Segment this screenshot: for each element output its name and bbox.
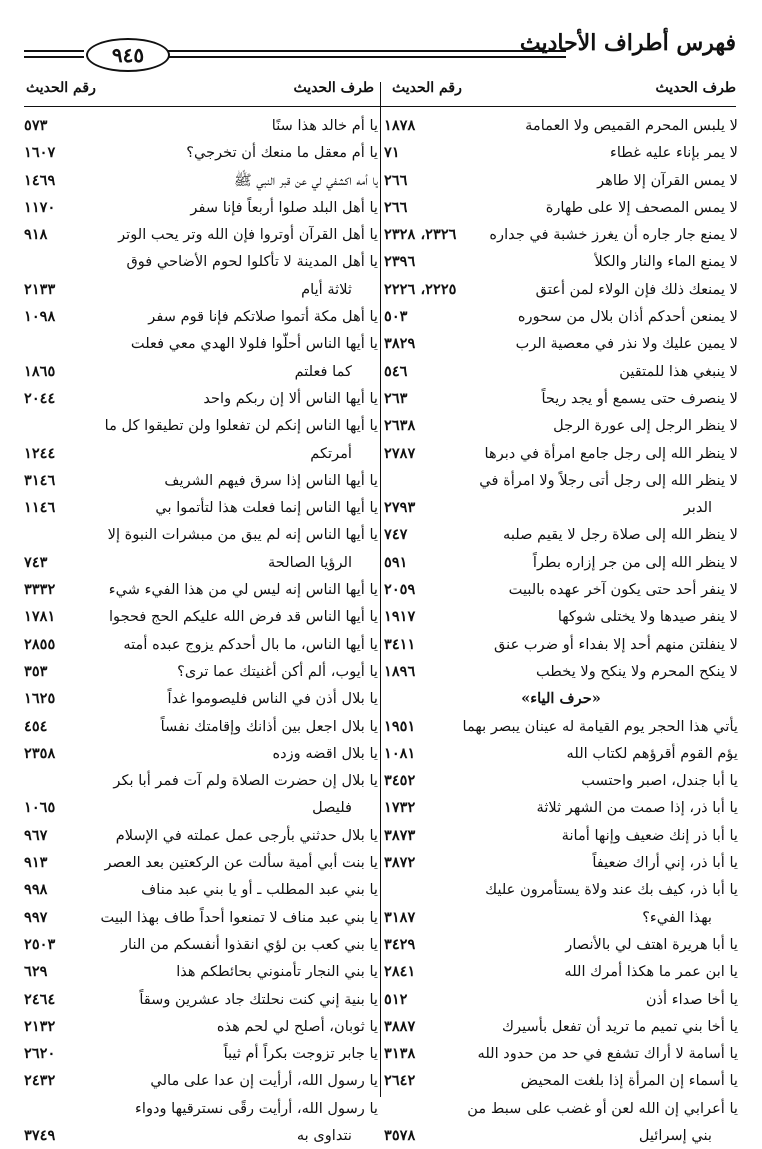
entry-number: ٣٤٥٢ (384, 772, 416, 790)
header-rule-right-2 (168, 56, 566, 58)
index-entry (24, 167, 378, 194)
entry-number: ٣٨٢٩ (384, 335, 416, 353)
running-title: فهرس أطراف الأحاديث (519, 30, 736, 56)
entry-number: ١٦٢٥ (24, 690, 56, 708)
index-entry (384, 467, 738, 494)
entry-number: ٩١٣ (24, 854, 48, 872)
index-entry (384, 740, 738, 767)
entry-number: ١٠٨١ (384, 744, 416, 762)
entry-number: ٩٩٨ (24, 881, 48, 899)
entry-text: لا ينفلتن منهم أحد إلا بفداء أو ضرب عنق (494, 635, 738, 653)
entry-text: يا رسول الله، أرأيت رقًى نسترقيها ودواء (135, 1099, 378, 1117)
right-col-number-heading: رقم الحديث (392, 80, 462, 96)
entry-number: ١٨٩٦ (384, 662, 416, 680)
index-entry (24, 521, 378, 548)
entry-number: ١١٧٠ (24, 198, 56, 216)
entry-number: ٣٣٣٢ (24, 581, 56, 599)
index-entry (384, 958, 738, 985)
entry-text: لا يمنعك ذلك فإن الولاء لمن أعتق (535, 280, 738, 298)
left-col-number-heading: رقم الحديث (26, 80, 96, 96)
index-entry (384, 549, 738, 576)
index-entry (24, 713, 378, 740)
left-col-text-heading: طرف الحديث (293, 80, 374, 96)
entry-text: يا أبا هريرة اهتف لي بالأنصار (565, 935, 738, 953)
index-entry (24, 603, 378, 630)
entry-text: لا يمر بإناء عليه غطاء (610, 144, 738, 162)
entry-number: ٢٢٢٥، ٢٢٢٦ (384, 280, 457, 298)
entry-text: يا أم خالد هذا سنًا (271, 117, 378, 134)
left-column (24, 112, 378, 1149)
index-entry (384, 440, 738, 467)
index-entry (24, 958, 378, 985)
index-entry (24, 194, 378, 221)
entry-text: يا أيها الناس إنما فعلت هذا لتأتموا بي (155, 499, 378, 517)
index-entry (24, 221, 378, 248)
right-column (384, 112, 738, 1149)
entry-number: ٢٧٨٧ (384, 444, 416, 462)
entry-text: يا بلال إن حضرت الصلاة ولم آت فمر أبا بكر (113, 772, 378, 790)
entry-number: ٧٤٧ (384, 526, 408, 544)
entry-text: يا أخا بني تميم ما تريد أن تفعل بأسيرك (501, 1017, 738, 1035)
entry-number: ٢٠٤٤ (24, 389, 56, 407)
index-entry (24, 740, 378, 767)
index-entry (384, 276, 738, 303)
index-entry (384, 385, 738, 412)
index-entry (24, 658, 378, 685)
entry-text: لا يمنع جار جاره أن يغرز خشبة في جداره (489, 226, 738, 244)
entry-text: يا بني عبد المطلب ـ أو يا بني عبد مناف (141, 881, 378, 899)
index-entry (384, 849, 738, 876)
entry-number: ٩٦٧ (24, 826, 48, 844)
entry-number: ٥٧٣ (24, 117, 48, 134)
entry-number: ٢٣٥٨ (24, 744, 56, 762)
entry-text: «حرف الياء» (521, 690, 601, 708)
index-entry (24, 685, 378, 712)
index-entry (384, 713, 738, 740)
entry-number: ٥٩١ (384, 553, 408, 571)
index-entry (24, 904, 378, 931)
entry-number: ٣٨٧٢ (384, 854, 416, 872)
entry-text: يا رسول الله، أرأيت إن عدا على مالي (150, 1072, 378, 1090)
entry-number: ٣٤٢٩ (384, 935, 416, 953)
index-entry (384, 412, 738, 439)
index-entry (24, 385, 378, 412)
entry-text: يا بلال اقضه وزده (272, 744, 378, 762)
entry-text: الرؤيا الصالحة (267, 553, 352, 571)
entry-number: ٩٩٧ (24, 908, 48, 926)
entry-number: ٢٦٣٨ (384, 417, 416, 435)
index-entry (24, 767, 378, 794)
entry-text: يا أسامة لا أراك تشفع في حد من حدود الله (477, 1045, 738, 1063)
index-entry (24, 248, 378, 275)
entry-number: ٢٥٠٣ (24, 935, 56, 953)
entry-number: ٦٢٩ (24, 963, 48, 981)
index-entry (384, 931, 738, 958)
entry-number: ٣٤١١ (384, 635, 416, 653)
entry-text: يا ثوبان، أصلح لي لحم هذه (216, 1017, 378, 1035)
entry-text: يا ابن عمر ما هكذا أمرك الله (564, 963, 738, 981)
entry-number: ٢٦٦ (384, 171, 408, 189)
entry-number: ٣٧٤٩ (24, 1126, 56, 1144)
entry-text: لا ينظر الله إلى صلاة رجل لا يقيم صلبه (503, 526, 738, 544)
entry-number: ٥١٢ (384, 990, 408, 1008)
index-entry (24, 1122, 378, 1149)
entry-number: ١٤٦٩ (24, 171, 56, 189)
index-entry (384, 1122, 738, 1149)
index-entry (384, 822, 738, 849)
entry-number: ١٧٨١ (24, 608, 56, 626)
entry-number: ٢١٣٣ (24, 280, 56, 298)
entry-number: ١٠٩٨ (24, 308, 56, 326)
index-entry (384, 330, 738, 357)
entry-text: يا جابر تزوجت بكراً أم ثيباً (223, 1045, 378, 1063)
entry-number: ٣١٤٦ (24, 471, 56, 489)
index-entry (24, 112, 378, 139)
entry-text: فليصل (312, 799, 352, 817)
entry-number: ٩١٨ (24, 226, 48, 244)
index-entry (24, 276, 378, 303)
index-entry (24, 494, 378, 521)
entry-number: ١٠٦٥ (24, 799, 56, 817)
entry-number: ١٢٤٤ (24, 444, 56, 462)
index-entry (384, 139, 738, 166)
index-entry (384, 767, 738, 794)
entry-text: لا ينفر صيدها ولا يختلى شوكها (557, 608, 738, 626)
entry-text: لا يمنع الماء والنار والكلأ (594, 253, 738, 271)
index-entry (384, 631, 738, 658)
index-entry (384, 494, 738, 521)
entry-number: ٢٦٣ (384, 389, 408, 407)
entry-text: يؤم القوم أقرؤهم لكتاب الله (566, 744, 738, 762)
entry-number: ٢٦٤٢ (384, 1072, 416, 1090)
entry-text: يا أيها الناس إذا سرق فيهم الشريف (164, 471, 378, 489)
entry-text: لا ينظر الله إلى رجل أتى رجلاً ولا امرأة في (479, 471, 738, 489)
entry-number: ٣٥٧٨ (384, 1126, 416, 1144)
entry-text: يا أبا ذر إنك ضعيف وإنها أمانة (561, 826, 738, 844)
entry-text: يا أخا صداء أذن (645, 990, 738, 1008)
entry-number: ٢٤٣٢ (24, 1072, 56, 1090)
entry-text: لا ينظر الله إلى رجل جامع امرأة في دبرها (484, 444, 738, 462)
entry-text: لا يمين عليك ولا نذر في معصية الرب (515, 335, 738, 353)
index-entry (24, 1067, 378, 1094)
index-entry (24, 876, 378, 903)
index-entry (24, 467, 378, 494)
entry-text: لا يمس المصحف إلا على طهارة (545, 198, 738, 216)
page-header (0, 0, 762, 70)
header-rule-left-2 (24, 56, 84, 58)
entry-text: لا ينكح المحرم ولا ينكح ولا يخطب (535, 662, 738, 680)
index-entry (384, 603, 738, 630)
index-entry (384, 248, 738, 275)
entry-number: ٧٤٣ (24, 553, 48, 571)
entry-text: لا يلبس المحرم القميص ولا العمامة (525, 117, 738, 134)
index-entry (24, 576, 378, 603)
index-entry (384, 521, 738, 548)
entry-number: ٣٨٧٣ (384, 826, 416, 844)
header-rule-left (24, 50, 84, 52)
right-col-text-heading: طرف الحديث (655, 80, 736, 96)
entry-text: يا أيها الناس إنه لم يبق من مبشرات النبوة إلا (107, 526, 378, 544)
index-entry (384, 986, 738, 1013)
entry-number: ١٩٥١ (384, 717, 416, 735)
index-entry (384, 876, 738, 903)
index-entry (24, 1095, 378, 1122)
index-entry (384, 658, 738, 685)
index-entry (24, 849, 378, 876)
entry-text: يا بني النجار تأمنوني بحائطكم هذا (176, 963, 378, 981)
index-entry (384, 303, 738, 330)
entry-text: يا أيها الناس أحلّوا فلولا الهدي معي فعلت (130, 335, 378, 353)
entry-text: بني إسرائيل (638, 1126, 712, 1144)
entry-number: ١٧٣٢ (384, 799, 416, 817)
entry-number: ٢٠٥٩ (384, 581, 416, 599)
entry-text: يا أيها الناس ألا إن ربكم واحد (203, 389, 378, 407)
entry-text: نتداوى به (296, 1126, 352, 1144)
entry-number: ٢١٣٢ (24, 1017, 56, 1035)
entry-number: ١٨٦٥ (24, 362, 56, 380)
entry-number: ١٨٧٨ (384, 117, 416, 134)
page-number: ٩٤٥ (86, 38, 170, 72)
index-entry (24, 139, 378, 166)
entry-number: ١١٤٦ (24, 499, 56, 517)
index-entry (384, 576, 738, 603)
index-entry (384, 221, 738, 248)
entry-text: يا أهل القرآن أوتروا فإن الله وتر يحب الوتر (118, 226, 378, 244)
entry-number: ١٦٠٧ (24, 144, 56, 162)
entry-text: يا أسماء إن المرأة إذا بلغت المحيض (520, 1072, 738, 1090)
entry-text: لا ينبغي هذا للمتقين (619, 362, 738, 380)
entry-text: يا بني كعب بن لؤي انقذوا أنفسكم من النار (120, 935, 378, 953)
index-entry (24, 549, 378, 576)
entry-text: كما فعلتم (294, 362, 352, 380)
entry-text: يا بني عبد مناف لا تمنعوا أحداً طاف بهذا البيت (100, 908, 378, 926)
entry-text: ثلاثة أيام (301, 280, 352, 298)
entry-number: ٣١٨٧ (384, 908, 416, 926)
section-heading (384, 685, 738, 712)
entry-text: يا بنية إني كنت نحلتك جاد عشرين وسقاً (139, 990, 378, 1008)
entry-number: ٢٨٥٥ (24, 635, 56, 653)
entry-text: يا أبا ذر، كيف بك عند ولاة يستأمرون عليك (485, 881, 738, 899)
entry-number: ٢٨٤١ (384, 963, 416, 981)
entry-text: بهذا الفيء؟ (642, 908, 712, 926)
entry-text: لا ينظر الله إلى من جر إزاره بطراً (532, 553, 738, 571)
index-entry (384, 794, 738, 821)
entry-text: يا أيها الناس قد فرض الله عليكم الحج فحجوا (108, 608, 378, 626)
index-entry (24, 822, 378, 849)
column-divider (380, 82, 381, 1097)
index-entry (24, 931, 378, 958)
entry-number: ٤٥٤ (24, 717, 48, 735)
entry-text: يا أهل البلد صلوا أربعاً فإنا سفر (190, 198, 378, 216)
entry-number: ٣٥٣ (24, 662, 48, 680)
index-entry (24, 631, 378, 658)
entry-number: ٣١٣٨ (384, 1045, 416, 1063)
index-entry (384, 194, 738, 221)
entry-text: يا أعرابي إن الله لعن أو غضب على سبط من (467, 1099, 738, 1117)
index-entry (24, 440, 378, 467)
index-entry (384, 112, 738, 139)
entry-number: ٣٨٨٧ (384, 1017, 416, 1035)
entry-text: يا أهل المدينة لا تأكلوا لحوم الأضاحي فوق (126, 253, 378, 271)
index-entry (24, 986, 378, 1013)
entry-text: يا بلال أذن في الناس فليصوموا غداً (167, 690, 378, 708)
entry-text: يا أبا ذر، إني أراك ضعيفاً (592, 854, 738, 872)
entry-text: يا أيها الناس، ما بال أحدكم يزوج عبده أمته (123, 635, 378, 653)
entry-number: ٢٧٩٣ (384, 499, 416, 517)
index-entry (24, 303, 378, 330)
index-entry (24, 412, 378, 439)
entry-text: يا أمه اكشفي لي عن قبر النبي ﷺ (234, 171, 378, 189)
index-entry (384, 358, 738, 385)
entry-text: يا أيها الناس إنكم لن تفعلوا ولن تطيقوا كل ما (104, 417, 378, 435)
entry-number: ٢٣٢٦، ٢٣٢٨ (384, 226, 457, 244)
entry-number: ٥٤٦ (384, 362, 408, 380)
index-entry (384, 1095, 738, 1122)
entry-text: يا أبا جندل، اصبر واحتسب (581, 772, 738, 790)
entry-number: ٧١ (384, 144, 400, 162)
index-entry (24, 794, 378, 821)
entry-text: يا أم معقل ما منعك أن تخرجي؟ (186, 144, 378, 162)
entry-number: ٢٦٢٠ (24, 1045, 56, 1063)
entry-text: يا أيوب، ألم أكن أغنيتك عما ترى؟ (177, 662, 378, 680)
entry-text: يا أبا ذر، إذا صمت من الشهر ثلاثة (536, 799, 738, 817)
entry-number: ٢٦٦ (384, 198, 408, 216)
entry-number: ٢٤٦٤ (24, 990, 56, 1008)
header-rule-right (168, 50, 566, 52)
entry-text: يأتي هذا الحجر يوم القيامة له عينان يبصر بهما (462, 717, 738, 735)
index-entry (384, 1040, 738, 1067)
entry-number: ٥٠٣ (384, 308, 408, 326)
index-entry (24, 1040, 378, 1067)
entry-number: ١٩١٧ (384, 608, 416, 626)
index-entry (24, 358, 378, 385)
index-entry (384, 1013, 738, 1040)
index-entry (384, 167, 738, 194)
entry-text: أمرتكم (310, 444, 352, 462)
entry-text: الدبر (683, 499, 712, 517)
entry-text: يا بنت أبي أمية سألت عن الركعتين بعد العصر (104, 854, 378, 872)
entry-text: يا بلال حدثني بأرجى عمل عملته في الإسلام (115, 826, 378, 844)
index-entry (24, 1013, 378, 1040)
index-entry (384, 1067, 738, 1094)
entry-number: ٢٣٩٦ (384, 253, 416, 271)
entry-text: يا أهل مكة أتموا صلاتكم فإنا قوم سفر (148, 308, 378, 326)
entry-text: لا ينفر أحد حتى يكون آخر عهده بالبيت (508, 581, 738, 599)
index-entry (384, 904, 738, 931)
entry-text: يا أيها الناس إنه ليس لي من هذا الفيء شيء (108, 581, 378, 599)
entry-text: لا ينصرف حتى يسمع أو يجد ريحاً (541, 389, 738, 407)
entry-text: لا ينظر الرجل إلى عورة الرجل (553, 417, 738, 435)
entry-text: يا بلال اجعل بين أذانك وإقامتك نفساً (160, 717, 378, 735)
entry-text: لا يمنعن أحدكم أذان بلال من سحوره (517, 308, 738, 326)
index-entry (24, 330, 378, 357)
entry-text: لا يمس القرآن إلا طاهر (597, 171, 738, 189)
